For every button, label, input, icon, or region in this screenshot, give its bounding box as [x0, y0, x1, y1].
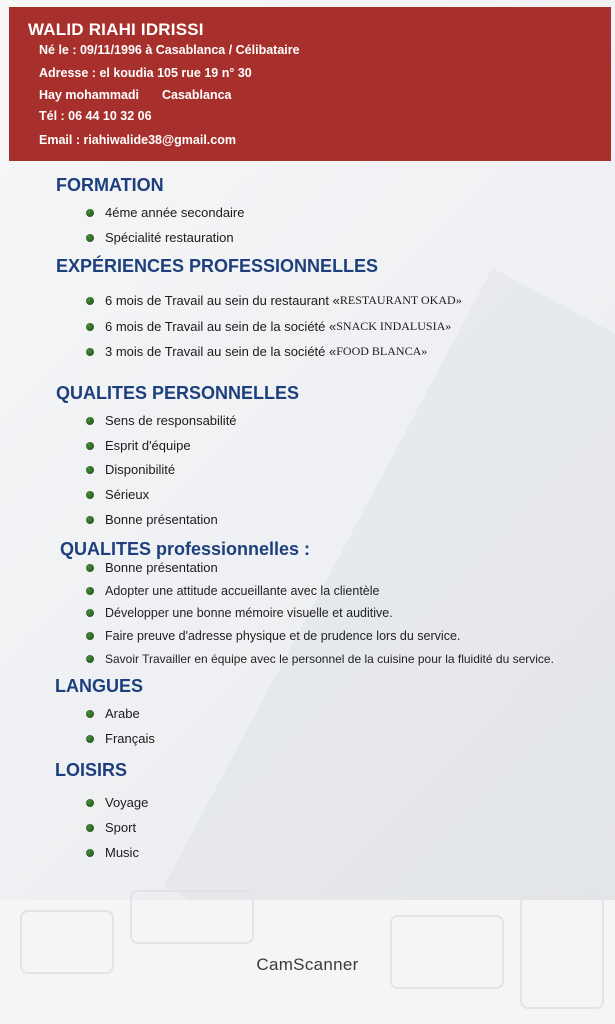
- qualite-text: Disponibilité: [105, 462, 176, 477]
- experience-quote-end: »: [421, 344, 428, 358]
- bullet-icon: [86, 348, 94, 356]
- loisir-text: Voyage: [105, 795, 149, 810]
- loisir-text: Sport: [105, 820, 137, 835]
- bullet-icon: [86, 799, 94, 807]
- qualites-professionnelles-title: QUALITES professionnelles :: [60, 539, 311, 559]
- header-banner: [9, 7, 611, 161]
- decorative-document-icon: [130, 890, 254, 944]
- bullet-icon: [86, 655, 94, 663]
- bullet-icon: [86, 466, 94, 474]
- bullet-icon: [86, 609, 94, 617]
- qualite-personnelle-item: [86, 413, 237, 428]
- qualite-professionnelle-item: [86, 652, 554, 666]
- loisir-text: Music: [105, 845, 139, 860]
- decorative-tablet-icon: [520, 895, 604, 1009]
- decorative-image-icon: [390, 915, 504, 989]
- bullet-icon: [86, 417, 94, 425]
- experience-quote-end: »: [455, 293, 462, 307]
- langue-text: Français: [105, 731, 155, 746]
- bullet-icon: [86, 297, 94, 305]
- bullet-icon: [86, 516, 94, 524]
- formation-item-text: Spécialité restauration: [105, 230, 234, 245]
- bullet-icon: [86, 323, 94, 331]
- email-line: Email : riahiwalide38@gmail.com: [39, 133, 236, 147]
- experience-place: RESTAURANT OKAD: [339, 293, 456, 307]
- loisir-item: [86, 845, 139, 860]
- bullet-icon: [86, 209, 94, 217]
- qualite-pro-text: Développer une bonne mémoire visuelle et auditive.: [105, 606, 393, 620]
- qualite-pro-text: Adopter une attitude accueillante avec la clientèle: [105, 584, 380, 598]
- formation-item: [86, 205, 245, 220]
- experience-item: [86, 293, 462, 308]
- qualites-personnelles-title: QUALITES PERSONNELLES: [56, 383, 300, 403]
- qualite-text: Esprit d'équipe: [105, 438, 191, 453]
- experience-text: 3 mois de Travail au sein de la société «: [105, 344, 337, 359]
- langue-item: [86, 731, 155, 746]
- qualite-text: Bonne présentation: [105, 512, 218, 527]
- bullet-icon: [86, 587, 94, 595]
- bullet-icon: [86, 632, 94, 640]
- experience-place: SNACK INDALUSIA: [336, 319, 446, 333]
- qualite-personnelle-item: [86, 462, 175, 477]
- qualite-professionnelle-item: [86, 584, 380, 598]
- formation-item-text: 4éme année secondaire: [105, 205, 245, 220]
- bullet-icon: [86, 491, 94, 499]
- experience-item: [86, 319, 451, 334]
- bullet-icon: [86, 824, 94, 832]
- bullet-icon: [86, 710, 94, 718]
- langue-text: Arabe: [105, 706, 140, 721]
- experience-quote-end: »: [445, 319, 452, 333]
- address-line: Adresse : el koudia 105 rue 19 n° 30: [39, 66, 252, 80]
- phone-line: Tél : 06 44 10 32 06: [39, 109, 152, 123]
- experience-text: 6 mois de Travail au sein de la société «: [105, 319, 337, 334]
- formation-item: [86, 230, 234, 245]
- qualite-pro-text: Faire preuve d'adresse physique et de prudence lors du service.: [105, 629, 461, 643]
- loisirs-title: LOISIRS: [55, 760, 128, 780]
- experience-item: [86, 344, 427, 359]
- langue-item: [86, 706, 140, 721]
- experiences-title: EXPÉRIENCES PROFESSIONNELLES: [56, 256, 379, 276]
- loisir-item: [86, 820, 136, 835]
- birth-info: Né le : 09/11/1996 à Casablanca / Célibataire: [39, 43, 300, 57]
- qualite-professionnelle-item: [86, 629, 460, 643]
- qualite-text: Sens de responsabilité: [105, 413, 237, 428]
- experience-place: FOOD BLANCA: [336, 344, 422, 358]
- bullet-icon: [86, 442, 94, 450]
- qualite-professionnelle-item: [86, 606, 393, 620]
- district-line: Hay mohammadi: [39, 88, 140, 102]
- scanner-footer: [0, 900, 615, 1024]
- bullet-icon: [86, 735, 94, 743]
- city-line: Casablanca: [162, 88, 232, 102]
- qualite-personnelle-item: [86, 438, 191, 453]
- langues-title: LANGUES: [55, 676, 144, 696]
- camscanner-brand: CamScanner: [256, 955, 359, 974]
- experience-text: 6 mois de Travail au sein du restaurant «: [105, 293, 340, 308]
- loisir-item: [86, 795, 148, 810]
- qualite-professionnelle-item: [86, 560, 218, 575]
- qualite-pro-text: Bonne présentation: [105, 560, 218, 575]
- candidate-name: WALID RIAHI IDRISSI: [28, 20, 204, 39]
- bullet-icon: [86, 564, 94, 572]
- qualite-text: Sérieux: [105, 487, 150, 502]
- bullet-icon: [86, 234, 94, 242]
- formation-title: FORMATION: [56, 175, 164, 195]
- qualite-pro-text: Savoir Travailler en équipe avec le personnel de la cuisine pour la fluidité du service.: [105, 652, 554, 666]
- qualite-personnelle-item: [86, 487, 149, 502]
- qualite-personnelle-item: [86, 512, 218, 527]
- bullet-icon: [86, 849, 94, 857]
